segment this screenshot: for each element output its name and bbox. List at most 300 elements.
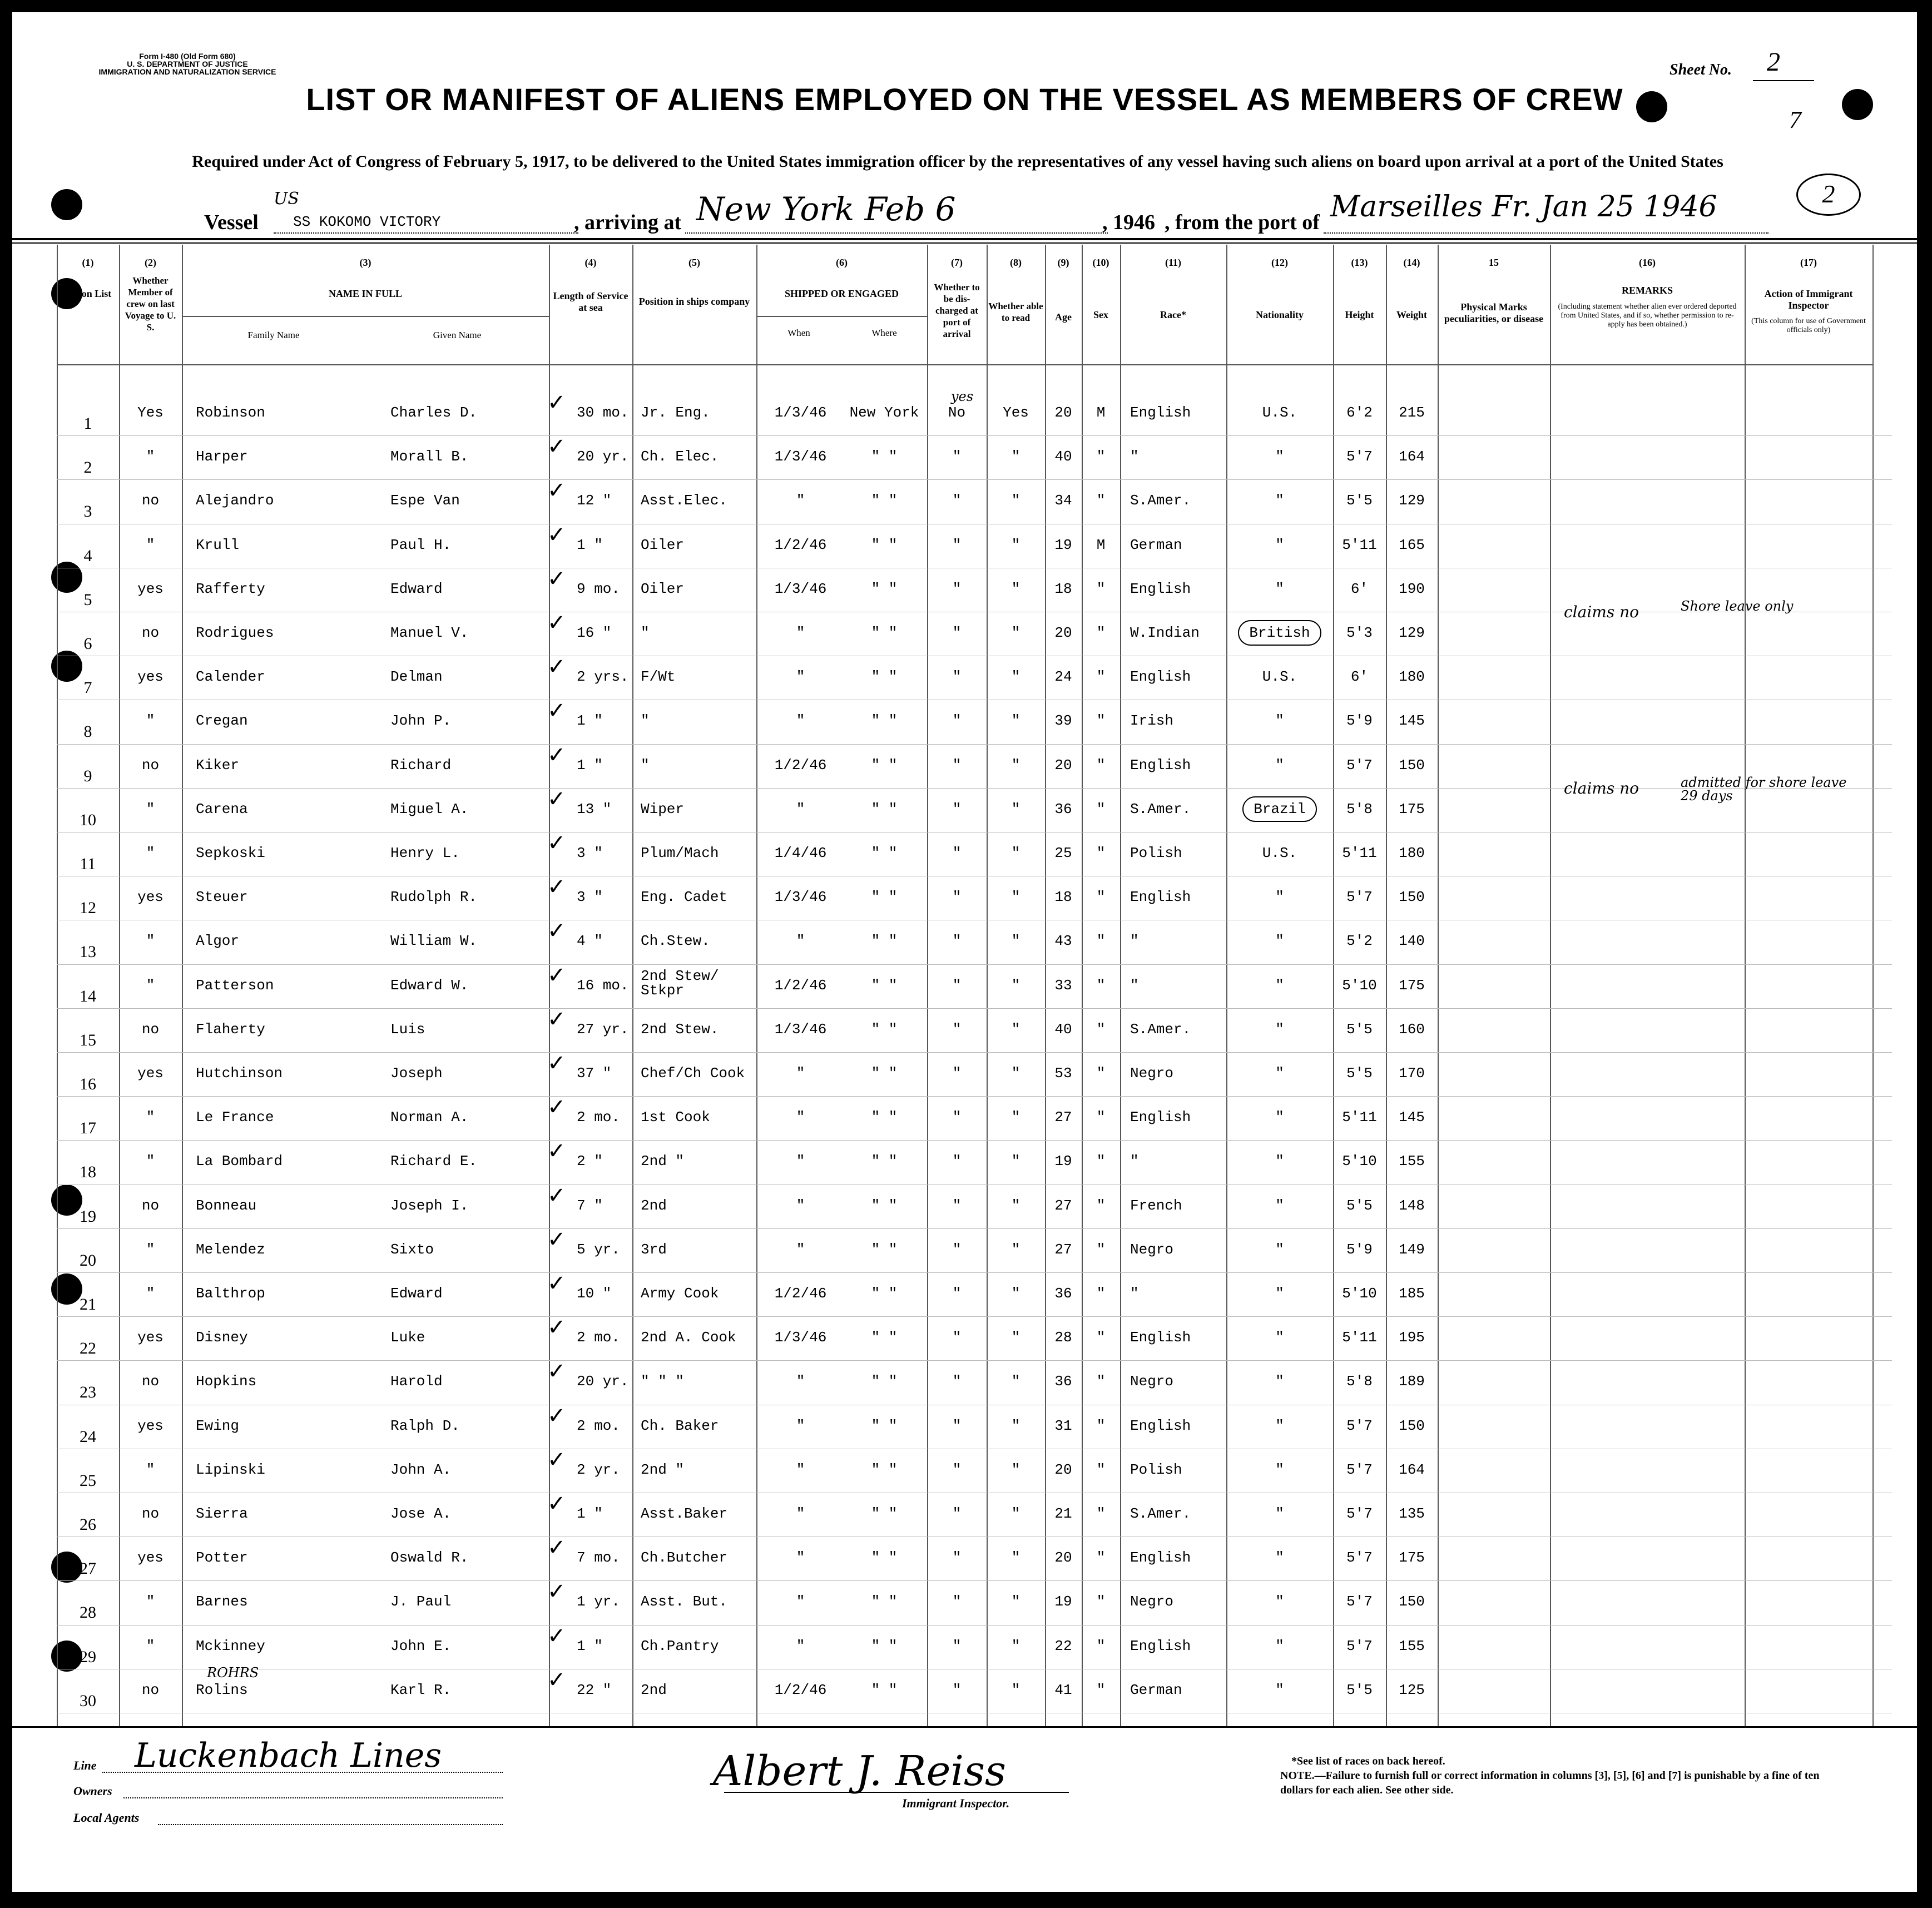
cell-where: " " xyxy=(871,580,898,597)
cell-position: Ch. Baker xyxy=(641,1417,719,1434)
cell-nationality xyxy=(1226,625,1333,641)
remarks-handwritten: claims no xyxy=(1564,603,1639,621)
cell-race: Negro xyxy=(1130,1241,1174,1258)
header-shipped-or-engaged: SHIPPED OR ENGAGED xyxy=(784,288,899,299)
row-number: 20 xyxy=(80,1251,96,1270)
cell-read: " xyxy=(1011,580,1021,597)
cell-nationality: " xyxy=(1275,1417,1284,1434)
cell-where: " " xyxy=(871,1549,898,1567)
table-row xyxy=(12,1271,1917,1320)
cell-read: " xyxy=(1011,1109,1021,1126)
table-row xyxy=(12,774,1917,836)
vessel-label: Vessel xyxy=(204,211,259,234)
cell-read: " xyxy=(1011,1285,1021,1302)
cell-family: Patterson xyxy=(196,977,274,994)
cell-position: " xyxy=(641,625,650,641)
cell-when: " xyxy=(796,1065,805,1082)
cell-weight: 195 xyxy=(1399,1329,1425,1346)
cell-nationality: U.S. xyxy=(1262,845,1297,861)
cell-nationality: " xyxy=(1275,1373,1284,1390)
cell-race: English xyxy=(1130,668,1191,686)
cell-height: 5'11 xyxy=(1342,1109,1377,1126)
cell-nationality: " xyxy=(1275,933,1284,950)
cell-given: Norman A. xyxy=(390,1109,469,1126)
row-number: 24 xyxy=(80,1427,96,1446)
cell-weight: 160 xyxy=(1399,1020,1425,1038)
year-label: , 1946 xyxy=(1102,211,1155,234)
cell-nationality: " xyxy=(1275,492,1284,509)
cell-sex: " xyxy=(1096,1417,1106,1434)
header-age: Age xyxy=(1055,311,1072,323)
cell-read: " xyxy=(1011,625,1021,641)
cell-family: Potter xyxy=(196,1549,248,1567)
cell-nationality: " xyxy=(1275,1329,1284,1346)
header-length-of-service: Length of Service at sea xyxy=(553,290,628,313)
form-identifier xyxy=(96,52,279,76)
manifest-sheet xyxy=(12,12,1917,1892)
cell-sex: " xyxy=(1096,1505,1106,1522)
cell-service: 4 " xyxy=(577,933,603,950)
inspector-action-handwritten: Shore leave only xyxy=(1681,598,1794,614)
cell-family: Carena xyxy=(196,800,248,817)
cell-given: Miguel A. xyxy=(390,800,469,817)
cell-weight: 155 xyxy=(1399,1637,1425,1654)
row-number: 7 xyxy=(83,678,92,697)
cell-sex: M xyxy=(1096,404,1106,421)
circled-sheet-mark: 2 xyxy=(1796,174,1861,216)
check-mark-icon: ✓ xyxy=(547,918,566,944)
table-row xyxy=(12,1359,1917,1408)
cell-member: no xyxy=(141,756,160,774)
sheet-number xyxy=(1670,47,1780,79)
cell-read: " xyxy=(1011,1637,1021,1654)
cell-age: 36 xyxy=(1054,800,1072,817)
cell-discharged: " xyxy=(952,580,962,597)
row-number: 19 xyxy=(80,1207,96,1226)
cell-discharged: " xyxy=(952,1461,962,1478)
cell-position: " xyxy=(641,756,650,774)
cell-discharged: " xyxy=(952,845,962,861)
cell-position: " xyxy=(641,712,650,730)
cell-race: Irish xyxy=(1130,712,1174,730)
cell-position: Chef/Ch Cook xyxy=(641,1065,745,1082)
row-number: 25 xyxy=(80,1471,96,1490)
row-number: 15 xyxy=(80,1030,96,1049)
cell-weight: 150 xyxy=(1399,1417,1425,1434)
cell-position: 2nd xyxy=(641,1681,667,1698)
cell-where: " " xyxy=(871,756,898,774)
cell-position: 2nd " xyxy=(641,1461,685,1478)
cell-height: 5'7 xyxy=(1346,756,1373,774)
cell-discharged: " xyxy=(952,625,962,641)
row-number: 14 xyxy=(80,987,96,1005)
cell-age: 28 xyxy=(1054,1329,1072,1346)
header-member-of-crew: Whether Member of crew on last Voyage to U. S. xyxy=(125,275,176,333)
cell-given: Karl R. xyxy=(390,1681,452,1698)
cell-race: Negro xyxy=(1130,1593,1174,1610)
row-number: 13 xyxy=(80,943,96,962)
cell-read: " xyxy=(1011,1153,1021,1170)
cell-position: 2nd Stew/ Stkpr xyxy=(641,967,719,999)
cell-member: yes xyxy=(137,668,164,686)
cell-race: S.Amer. xyxy=(1130,800,1191,817)
cell-sex: " xyxy=(1096,845,1106,861)
cell-when: " xyxy=(796,1197,805,1214)
cell-height: 5'7 xyxy=(1346,889,1373,906)
cell-nationality: " xyxy=(1275,580,1284,597)
cell-sex: " xyxy=(1096,800,1106,817)
header-race: Race* xyxy=(1160,309,1186,320)
column-number: (3) xyxy=(359,257,371,268)
cell-read: " xyxy=(1011,800,1021,817)
check-mark-icon: ✓ xyxy=(547,962,566,988)
discharged-correction: yes xyxy=(951,389,974,404)
cell-given: Manuel V. xyxy=(390,625,469,641)
cell-position: 2nd xyxy=(641,1197,667,1214)
vessel-prefix: US xyxy=(274,189,299,209)
header-sex: Sex xyxy=(1093,309,1108,320)
cell-sex: " xyxy=(1096,1373,1106,1390)
check-mark-icon: ✓ xyxy=(547,1623,566,1649)
cell-service: 2 mo. xyxy=(577,1109,621,1126)
line-value: Luckenbach Lines xyxy=(135,1736,442,1775)
check-mark-icon: ✓ xyxy=(547,1667,566,1693)
row-number: 9 xyxy=(83,766,92,785)
table-row xyxy=(12,1094,1917,1144)
cell-member: yes xyxy=(137,1065,164,1082)
cell-family: Robinson xyxy=(196,404,265,421)
cell-nationality: " xyxy=(1275,977,1284,994)
cell-member: yes xyxy=(137,1417,164,1434)
cell-race: Polish xyxy=(1130,1461,1182,1478)
cell-age: 31 xyxy=(1054,1417,1072,1434)
cell-race: English xyxy=(1130,1329,1191,1346)
cell-read: " xyxy=(1011,1593,1021,1610)
cell-when: " xyxy=(796,492,805,509)
cell-nationality: " xyxy=(1275,1461,1284,1478)
cell-where: " " xyxy=(871,933,898,950)
cell-race: " xyxy=(1130,448,1139,465)
cell-nationality: " xyxy=(1275,1637,1284,1654)
table-row xyxy=(12,434,1917,483)
cell-when: " xyxy=(796,1417,805,1434)
cell-race: English xyxy=(1130,889,1191,906)
cell-given: Paul H. xyxy=(390,536,452,553)
cell-weight: 189 xyxy=(1399,1373,1425,1390)
cell-read: " xyxy=(1011,1373,1021,1390)
cell-height: 6'2 xyxy=(1346,404,1373,421)
row-number: 16 xyxy=(80,1075,96,1093)
cell-weight: 150 xyxy=(1399,756,1425,774)
cell-nationality: " xyxy=(1275,1065,1284,1082)
row-number: 28 xyxy=(80,1603,96,1622)
cell-member: " xyxy=(146,1461,155,1478)
cell-family: Disney xyxy=(196,1329,248,1346)
check-mark-icon: ✓ xyxy=(547,1402,566,1429)
cell-sex: " xyxy=(1096,1329,1106,1346)
cell-read: " xyxy=(1011,977,1021,994)
cell-member: " xyxy=(146,933,155,950)
cell-where: " " xyxy=(871,1329,898,1346)
sheet-number-value: 2 xyxy=(1767,47,1780,77)
cell-read: " xyxy=(1011,1549,1021,1567)
cell-when: " xyxy=(796,1505,805,1522)
cell-service: 1 " xyxy=(577,1637,603,1654)
cell-race: English xyxy=(1130,1637,1191,1654)
cell-race: German xyxy=(1130,1681,1182,1698)
cell-nationality: " xyxy=(1275,756,1284,774)
cell-when: " xyxy=(796,625,805,641)
cell-position: 2nd A. Cook xyxy=(641,1329,736,1346)
cell-height: 5'7 xyxy=(1346,1461,1373,1478)
cell-weight: 145 xyxy=(1399,1109,1425,1126)
page-title: LIST OR MANIFEST OF ALIENS EMPLOYED ON THE VESSEL AS MEMBERS OF CREW xyxy=(306,82,1623,117)
column-number: (1) xyxy=(82,257,94,268)
cell-weight: 164 xyxy=(1399,1461,1425,1478)
cell-race: English xyxy=(1130,580,1191,597)
cell-where: " " xyxy=(871,625,898,641)
cell-position: Plum/Mach xyxy=(641,845,719,861)
header-remarks-note: (Including statement whether alien ever ordered deported from United States, and if so, whether permission to re-apply has been obtained.) xyxy=(1558,303,1737,329)
cell-nationality: U.S. xyxy=(1262,668,1297,686)
cell-member: no xyxy=(141,1505,160,1522)
remarks-handwritten: claims no xyxy=(1564,779,1639,797)
cell-race: Polish xyxy=(1130,845,1182,861)
cell-discharged: " xyxy=(952,1109,962,1126)
cell-height: 5'10 xyxy=(1342,1285,1377,1302)
cell-weight: 164 xyxy=(1399,448,1425,465)
cell-member: " xyxy=(146,536,155,553)
cell-weight: 129 xyxy=(1399,625,1425,641)
cell-read: " xyxy=(1011,536,1021,553)
cell-given: Luis xyxy=(390,1020,425,1038)
cell-race: English xyxy=(1130,404,1191,421)
cell-age: 39 xyxy=(1054,712,1072,730)
cell-given: Rudolph R. xyxy=(390,889,478,906)
cell-when: 1/2/46 xyxy=(774,1681,827,1698)
cell-discharged: " xyxy=(952,492,962,509)
check-mark-icon: ✓ xyxy=(547,830,566,856)
cell-given: Harold xyxy=(390,1373,443,1390)
cell-family: Mckinney xyxy=(196,1637,265,1654)
cell-family: Hopkins xyxy=(196,1373,257,1390)
cell-height: 5'7 xyxy=(1346,1593,1373,1610)
cell-when: " xyxy=(796,1637,805,1654)
cell-given: Charles D. xyxy=(390,404,478,421)
form-number: Form I-480 (Old Form 680) xyxy=(139,52,236,61)
cell-when: 1/3/46 xyxy=(774,404,827,421)
table-row xyxy=(12,1050,1917,1100)
sheet-number-label: Sheet No. xyxy=(1670,61,1732,78)
column-number: (10) xyxy=(1092,257,1109,268)
cell-read: " xyxy=(1011,668,1021,686)
cell-family: Sepkoski xyxy=(196,845,265,861)
cell-family: Sierra xyxy=(196,1505,248,1522)
cell-read: " xyxy=(1011,845,1021,861)
inspector-label: Immigrant Inspector. xyxy=(902,1796,1010,1810)
cell-service: 1 " xyxy=(577,756,603,774)
cell-age: 18 xyxy=(1054,889,1072,906)
cell-service: 12 " xyxy=(577,492,612,509)
cell-weight: 175 xyxy=(1399,977,1425,994)
table-row xyxy=(12,1402,1917,1453)
cell-height: 5'5 xyxy=(1346,1065,1373,1082)
cell-weight: 155 xyxy=(1399,1153,1425,1170)
cell-discharged: " xyxy=(952,800,962,817)
cell-family: Alejandro xyxy=(196,492,274,509)
row-number: 4 xyxy=(83,546,92,565)
cell-race: English xyxy=(1130,1417,1191,1434)
cell-height: 5'7 xyxy=(1346,1637,1373,1654)
cell-service: 10 " xyxy=(577,1285,612,1302)
cell-discharged: " xyxy=(952,1681,962,1698)
cell-discharged: No xyxy=(948,404,966,421)
check-mark-icon: ✓ xyxy=(547,434,566,460)
cell-given: Edward xyxy=(390,1285,443,1302)
cell-sex: " xyxy=(1096,668,1106,686)
table-row xyxy=(12,1138,1917,1188)
column-number: (8) xyxy=(1010,257,1022,268)
row-number: 22 xyxy=(80,1339,96,1358)
cell-sex: " xyxy=(1096,492,1106,509)
cell-family: Hutchinson xyxy=(196,1065,283,1082)
table-row xyxy=(12,698,1917,747)
table-row xyxy=(12,830,1917,880)
cell-member: " xyxy=(146,1241,155,1258)
column-number: (13) xyxy=(1351,257,1368,268)
cell-service: 2 mo. xyxy=(577,1417,621,1434)
cell-where: " " xyxy=(871,1417,898,1434)
from-label: , from the port of xyxy=(1165,211,1320,234)
cell-service: 1 " xyxy=(577,712,603,730)
cell-height: 6' xyxy=(1350,580,1369,597)
cell-race: Negro xyxy=(1130,1065,1174,1082)
cell-read: " xyxy=(1011,1020,1021,1038)
cell-family: Steuer xyxy=(196,889,248,906)
cell-when: " xyxy=(796,668,805,686)
table-row xyxy=(12,1623,1917,1673)
cell-service: 2 yrs. xyxy=(577,668,629,686)
cell-nationality: " xyxy=(1275,1153,1284,1170)
cell-family: Barnes xyxy=(196,1593,248,1610)
header-when: When xyxy=(787,328,810,338)
cell-service: 3 " xyxy=(577,845,603,861)
table-row xyxy=(12,918,1917,968)
cell-given: Sixto xyxy=(390,1241,434,1258)
cell-position: Ch.Butcher xyxy=(641,1549,728,1567)
cell-read: " xyxy=(1011,1329,1021,1346)
cell-nationality: " xyxy=(1275,1549,1284,1567)
cell-family: Lipinski xyxy=(196,1461,265,1478)
header-weight: Weight xyxy=(1396,309,1427,320)
owners-label: Owners xyxy=(73,1784,112,1798)
cell-family: Algor xyxy=(196,933,240,950)
header-inspector-action-note: (This column for use of Government officials only) xyxy=(1751,317,1866,334)
table-row xyxy=(12,1182,1917,1232)
row-number: 11 xyxy=(80,855,96,873)
cell-read: " xyxy=(1011,1505,1021,1522)
row-number: 30 xyxy=(80,1691,96,1710)
row-number: 8 xyxy=(83,722,92,741)
cell-where: " " xyxy=(871,1197,898,1214)
cell-family: Le France xyxy=(196,1109,274,1126)
cell-weight: 149 xyxy=(1399,1241,1425,1258)
cell-age: 33 xyxy=(1054,977,1072,994)
row-number: 29 xyxy=(80,1647,96,1666)
cell-sex: " xyxy=(1096,1109,1106,1126)
cell-sex: " xyxy=(1096,1197,1106,1214)
cell-read: " xyxy=(1011,933,1021,950)
cell-position: Jr. Eng. xyxy=(641,404,710,421)
cell-when: " xyxy=(796,1549,805,1567)
cell-sex: " xyxy=(1096,977,1106,994)
inspector-signature: Albert J. Reiss xyxy=(713,1747,1006,1795)
cell-age: 40 xyxy=(1054,1020,1072,1038)
cell-member: " xyxy=(146,1153,155,1170)
cell-family: Balthrop xyxy=(196,1285,265,1302)
cell-sex: " xyxy=(1096,712,1106,730)
cell-member: " xyxy=(146,1109,155,1126)
cell-position: F/Wt xyxy=(641,668,676,686)
cell-when: 1/3/46 xyxy=(774,889,827,906)
cell-age: 27 xyxy=(1054,1197,1072,1214)
cell-weight: 135 xyxy=(1399,1505,1425,1522)
cell-service: 7 mo. xyxy=(577,1549,621,1567)
row-number: 2 xyxy=(83,458,92,477)
check-mark-icon: ✓ xyxy=(547,478,566,504)
cell-height: 5'11 xyxy=(1342,845,1377,861)
cell-position: Eng. Cadet xyxy=(641,889,728,906)
cell-where: " " xyxy=(871,536,898,553)
cell-height: 5'2 xyxy=(1346,933,1373,950)
check-mark-icon: ✓ xyxy=(547,742,566,768)
cell-read: " xyxy=(1011,1197,1021,1214)
cell-race: S.Amer. xyxy=(1130,1020,1191,1038)
cell-age: 27 xyxy=(1054,1241,1072,1258)
column-number: (11) xyxy=(1165,257,1181,268)
race-footnote: *See list of races on back hereof. xyxy=(1291,1755,1445,1767)
cell-given: Joseph xyxy=(390,1065,443,1082)
cell-family: Calender xyxy=(196,668,265,686)
cell-where: " " xyxy=(871,448,898,465)
cell-sex: " xyxy=(1096,1241,1106,1258)
cell-read: " xyxy=(1011,1065,1021,1082)
cell-nationality: " xyxy=(1275,1593,1284,1610)
cell-when: " xyxy=(796,800,805,817)
cell-family: Bonneau xyxy=(196,1197,257,1214)
cell-height: 5'5 xyxy=(1346,492,1373,509)
cell-nationality: U.S. xyxy=(1262,404,1297,421)
cell-discharged: " xyxy=(952,756,962,774)
row-number: 21 xyxy=(80,1295,96,1314)
cell-discharged: " xyxy=(952,1241,962,1258)
cell-when: 1/3/46 xyxy=(774,580,827,597)
cell-nationality: " xyxy=(1275,536,1284,553)
column-number: (9) xyxy=(1057,257,1069,268)
cell-service: 20 yr. xyxy=(577,1373,629,1390)
cell-height: 5'8 xyxy=(1346,800,1373,817)
cell-race: " xyxy=(1130,1285,1139,1302)
cell-height: 5'7 xyxy=(1346,448,1373,465)
service-name: IMMIGRATION AND NATURALIZATION SERVICE xyxy=(98,67,276,76)
cell-height: 5'11 xyxy=(1342,1329,1377,1346)
column-number: (5) xyxy=(688,257,700,268)
cell-nationality: " xyxy=(1275,1197,1284,1214)
cell-given: Ralph D. xyxy=(390,1417,460,1434)
cell-height: 6' xyxy=(1350,668,1369,686)
cell-age: 22 xyxy=(1054,1637,1072,1654)
cell-read: " xyxy=(1011,492,1021,509)
